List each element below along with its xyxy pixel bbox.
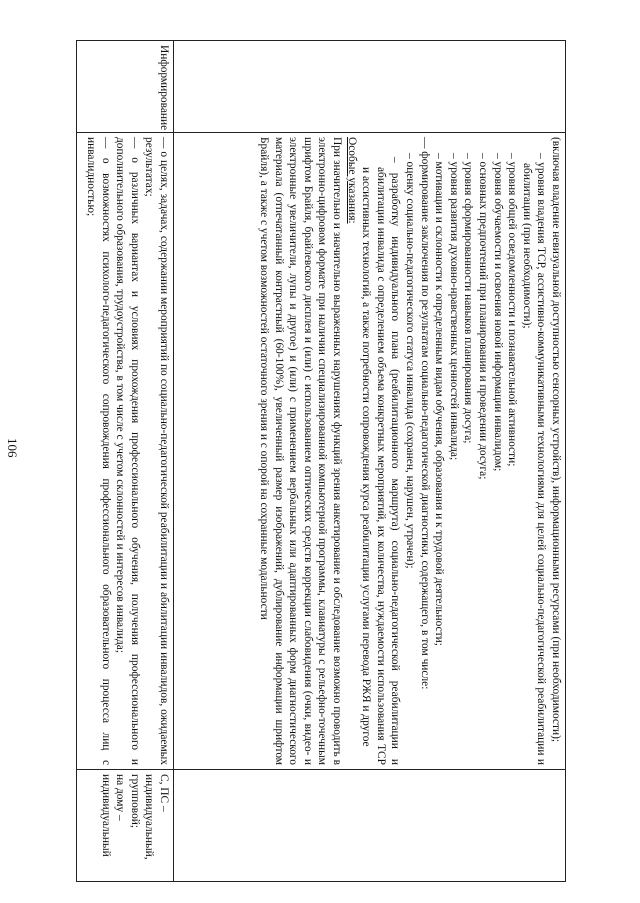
list-item: — формирование заключения по результатам социально-педагогической диагностики, содержащего, в том числе: [418,137,431,690]
form-cell [174,770,566,882]
list-item: — о целях, задачах, содержании мероприятий по социально-педагогической реабилитации и абилитации инвалидов, ожидаемых результатах; [143,137,170,765]
list-item: – уровня развития духовно-нравственных ценностей инвалида; [447,153,460,461]
list-item: – оценку социально-педагогического статуса инвалида (сохранен, нарушен, утрачен); [404,153,417,569]
service-name-cell: Информирование [77,41,174,133]
list-item: – разработку индивидуального плана (реабилитационного маршрута) социально-педагогической реабилитации и абилитации инвалида с определением объема конкретных мероприятий, их количества, нуждаемости использования ТСР и ассистивных технологий, а также потребности сопровождения курса реабилитации услугами перевода РЖЯ и другое [360,157,402,765]
form-line: С, ПС – [158,774,170,812]
service-description-cell [174,133,566,770]
service-description-cell [77,133,174,770]
list-item: — о возможностях психолого-педагогического сопровождения профессионального образовательного процесса лиц с инвалидностью; [85,137,112,765]
form-line: индивидуальный [99,774,112,857]
list-item: – уровня общей осведомленности и познавательной активности; [506,153,519,467]
list-item: – основных предпочтений при планировании и проведении досуга; [477,153,490,480]
list-item: – уровня сформированности навыков планирования досуга; [462,153,475,444]
list-item: – мотивации и склонности к определенным видам обучения, образования и к трудовой деятельности; [433,153,446,646]
list-item: – уровня обучаемости и освоения новой информации инвалидом; [491,153,504,472]
special-instructions-text: При значительно и значительно выраженных нарушениях функций зрения анкетирование и обследование возможно проводить в электронно-цифровом формате при наличии специализированной компьютерной программы, клавиатуры с рельефно-точечным шрифтом Брайля, брайлевского дисплея и (или) с использованием оптических средств коррекции слабовидения (очки, видео- и электронные увеличители, лупы и другое) и (или) с применением вербальных или адаптированных форм диагностического материала (отпечатанный контрастный (60-100%), увеличенный размер изображений, дублирование информации шрифтом Брайля), а также с учетом возможностей остаточного зрения и с опорой на сохранные модальности [258,137,344,765]
form-line: на дому – [114,774,127,821]
special-instructions-heading: Особые указания: [345,137,358,224]
list-item: — о различных вариантах и условиях прохождения профессионального обучения, получения профессионального и дополнительного образования, трудоустройства, в том числе с учетом склонностей и интересов инвалида; [114,137,141,765]
page-number: 106 [5,438,20,458]
table-row [77,41,174,882]
service-name-cell [174,41,566,133]
list-item: (включая владение невизуальной доступностью сенсорных устройств), информационными ресурсами (при необходимости); [550,137,562,743]
form-cell [77,770,174,882]
form-line: групповой; [128,774,141,829]
form-line: индивидуальный, [143,774,156,860]
table-row [174,41,566,882]
service-table [76,40,566,882]
list-item: – уровня владения ТСР, ассистивно-коммуникативными технологиями для целей социально-педагогической реабилитации и абилитации (при необходимости); [520,153,548,765]
rotated-page [76,40,566,882]
